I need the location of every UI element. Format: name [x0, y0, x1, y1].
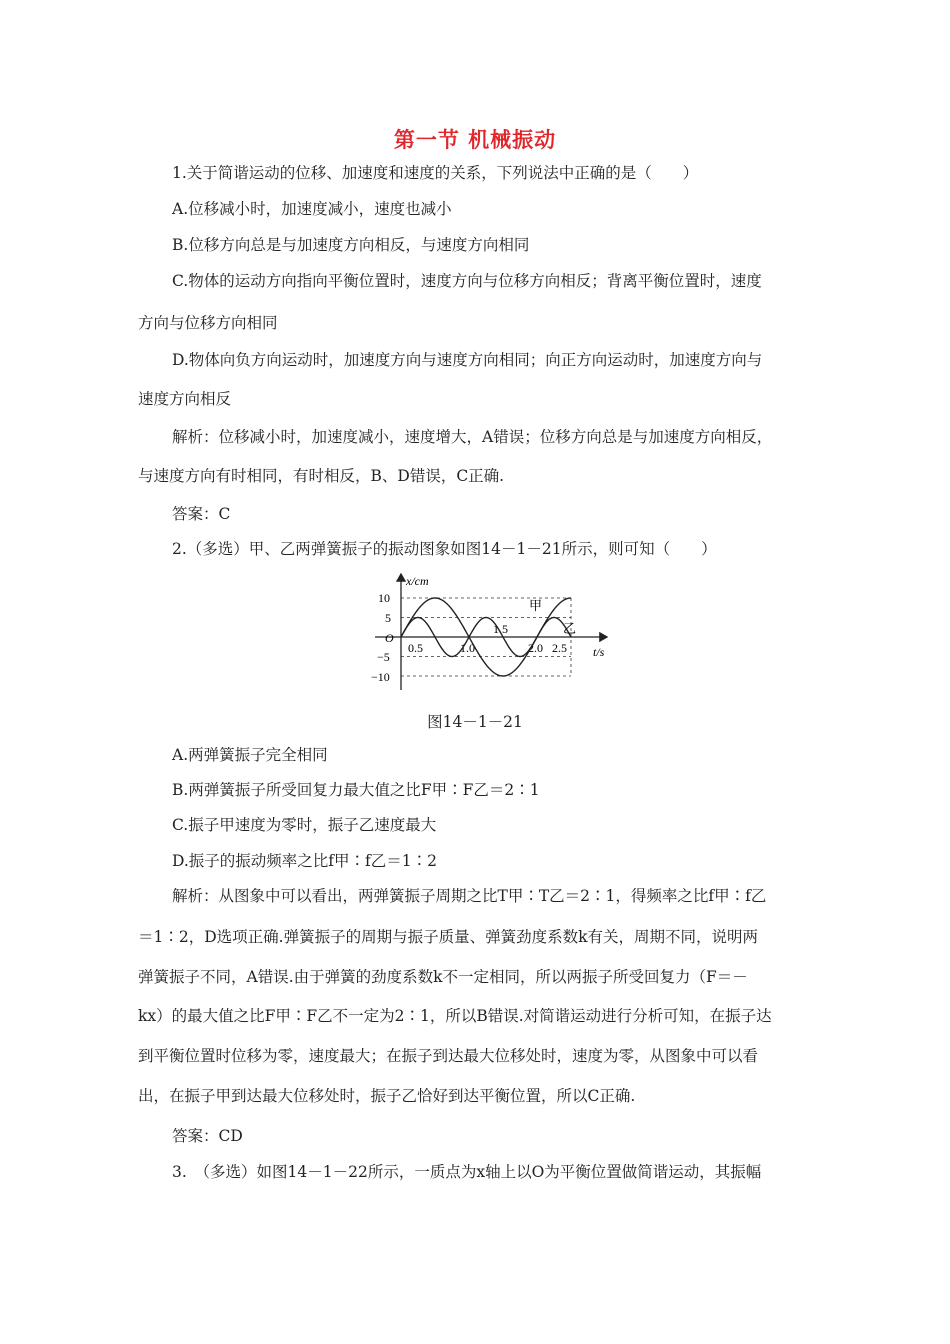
y-tick-neg5: −5 [377, 650, 390, 664]
x-tick-2-0: 2.0 [528, 641, 543, 655]
q2-option-c: C.振子甲速度为零时，振子乙速度最大 [172, 816, 437, 834]
q2-analysis-line4: kx）的最大值之比F甲∶F乙不一定为2∶1，所以B错误.对简谐运动进行分析可知，在振子达 [138, 1007, 772, 1025]
x-tick-1-0: 1.0 [460, 641, 475, 655]
legend-yi: 乙 [563, 622, 577, 637]
page-title: 第一节 机械振动 [393, 127, 557, 152]
x-axis-label: t/s [593, 645, 605, 659]
vibration-graph [365, 570, 615, 695]
x-tick-1-5: 1.5 [493, 622, 508, 636]
q2-analysis-line6: 出，在振子甲到达最大位移处时，振子乙恰好到达平衡位置，所以C正确. [138, 1087, 636, 1105]
q1-option-c-line1: C.物体的运动方向指向平衡位置时，速度方向与位移方向相反；背离平衡位置时，速度 [172, 272, 762, 290]
question-3-stem: 3. （多选）如图14－1－22所示，一质点为x轴上以O为平衡位置做简谐运动，其振幅 [172, 1163, 762, 1181]
q1-analysis-line1: 解析：位移减小时，加速度减小，速度增大，A错误；位移方向总是与加速度方向相反， [172, 428, 773, 446]
q1-option-b: B.位移方向总是与加速度方向相反，与速度方向相同 [172, 236, 530, 254]
q1-option-c-line2: 方向与位移方向相同 [138, 314, 278, 332]
q2-analysis-line2: ＝1∶2，D选项正确.弹簧振子的周期与振子质量、弹簧劲度系数k有关，周期不同，说明两 [138, 928, 758, 946]
x-tick-2-5: 2.5 [552, 641, 567, 655]
question-1-stem: 1.关于简谐运动的位移、加速度和速度的关系，下列说法中正确的是（ ） [172, 164, 699, 182]
q1-option-d-line1: D.物体向负方向运动时，加速度方向与速度方向相同；向正方向运动时，加速度方向与 [172, 351, 763, 369]
origin-label: O [385, 631, 394, 645]
q2-analysis-line3: 弹簧振子不同，A错误.由于弹簧的劲度系数k不一定相同，所以两振子所受回复力（F＝－ [138, 968, 748, 986]
q1-answer: 答案：C [172, 505, 231, 523]
y-tick-10: 10 [378, 591, 390, 605]
question-2-stem: 2.（多选）甲、乙两弹簧振子的振动图象如图14－1－21所示，则可知（ ） [172, 540, 717, 558]
q2-option-d: D.振子的振动频率之比f甲∶f乙＝1∶2 [172, 852, 437, 870]
legend-jia: 甲 [529, 599, 543, 614]
q1-analysis-line2: 与速度方向有时相同，有时相反，B、D错误，C正确. [138, 467, 505, 485]
q2-analysis-line5: 到平衡位置时位移为零，速度最大；在振子到达最大位移处时，速度为零，从图象中可以看 [138, 1047, 759, 1065]
q1-option-a: A.位移减小时，加速度减小，速度也减小 [172, 200, 452, 218]
q2-option-b: B.两弹簧振子所受回复力最大值之比F甲∶F乙＝2∶1 [172, 781, 540, 799]
q2-analysis-line1: 解析：从图象中可以看出，两弹簧振子周期之比T甲∶T乙＝2∶1，得频率之比f甲∶f乙 [172, 887, 767, 905]
q2-answer: 答案：CD [172, 1127, 243, 1145]
y-tick-neg10: −10 [371, 670, 390, 684]
y-axis-label: x/cm [406, 574, 429, 588]
x-tick-0-5: 0.5 [408, 641, 423, 655]
q1-option-d-line2: 速度方向相反 [138, 390, 232, 408]
figure-caption: 图14－1－21 [427, 713, 523, 731]
y-tick-5: 5 [385, 611, 391, 625]
q2-option-a: A.两弹簧振子完全相同 [172, 746, 328, 764]
